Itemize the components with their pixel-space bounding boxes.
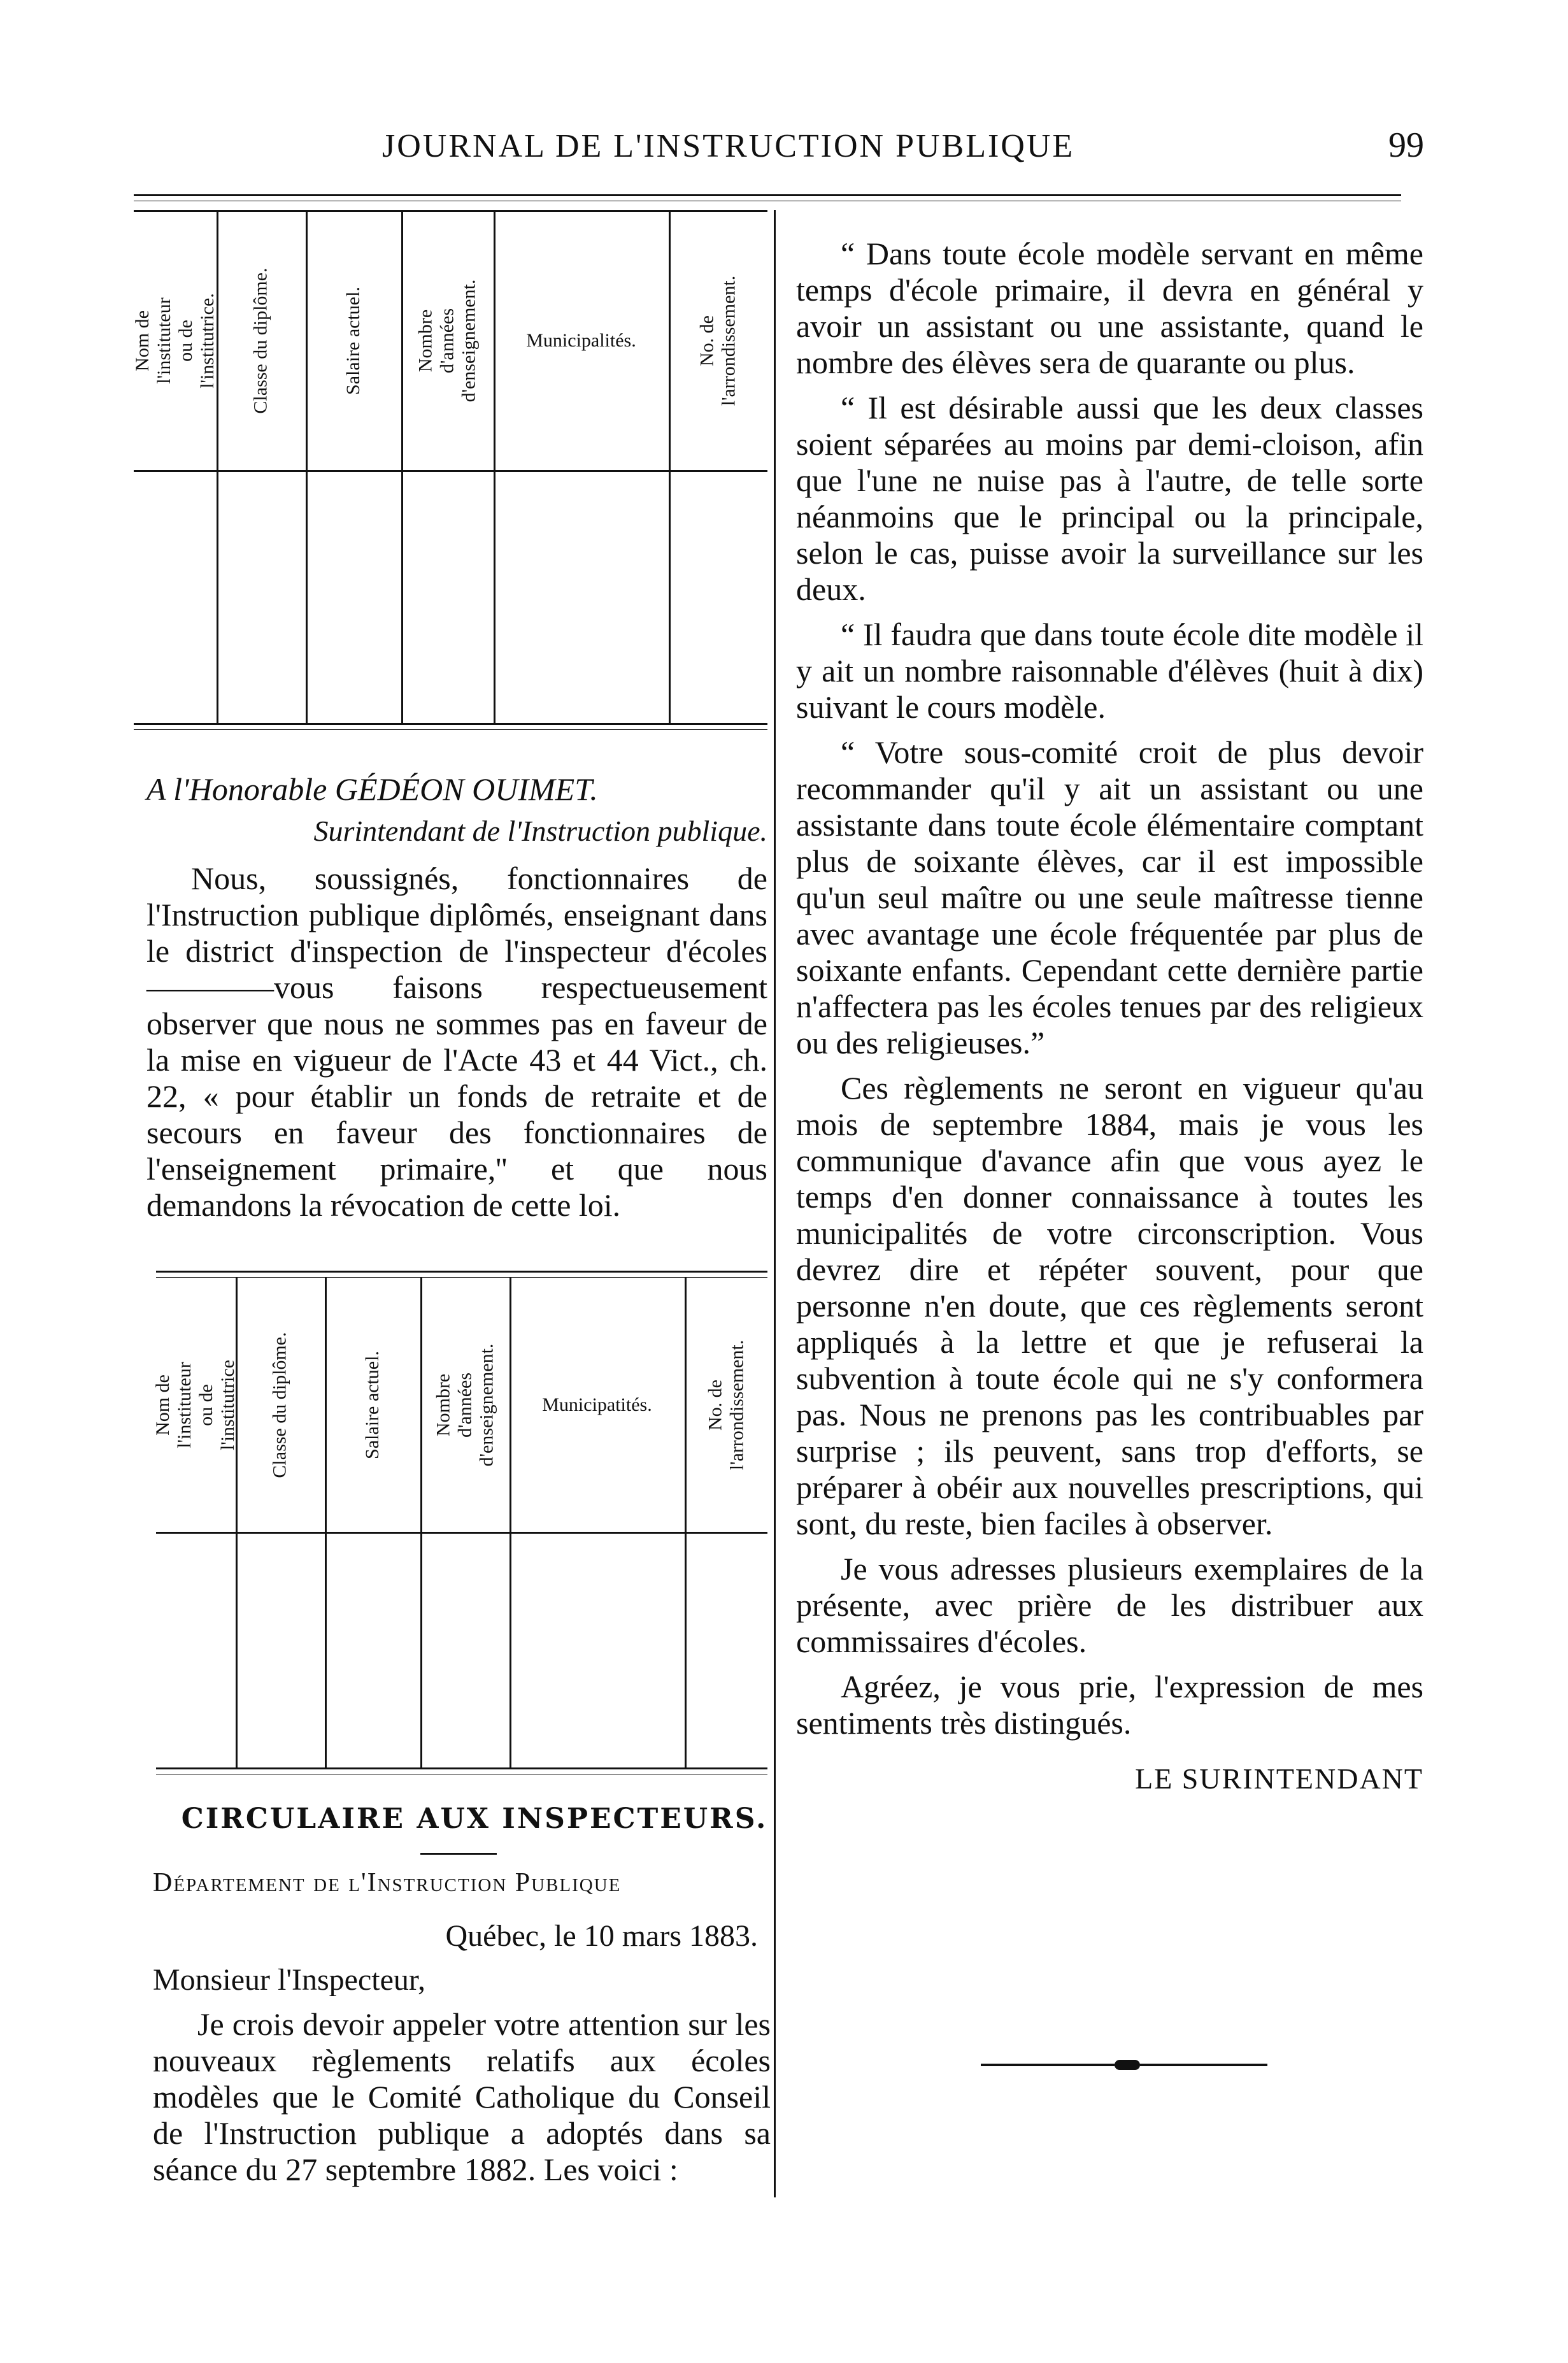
header-rule xyxy=(134,194,1401,196)
running-title: JOURNAL DE L'INSTRUCTION PUBLIQUE xyxy=(382,128,1075,164)
petition-addressee-title: Surintendant de l'Instruction publique. xyxy=(313,815,767,847)
signature: LE SURINTENDANT xyxy=(1135,1762,1423,1795)
letter-closing: Agréez, je vous prie, l'expression de mes sentiments très distingués. xyxy=(796,1669,1423,1741)
petition-body: Nous, soussignés, fonctionnaires de l'Instruction publique diplômés, enseignant dans le district d'inspection de l'inspecteur d'écoles————vous faisons respectueusement observer que nous ne sommes pas en faveur de la mise en vigueur de l'Acte 43 et 44 Vict., ch. 22, « pour établir un fonds de retraite et de secours en faveur des fonctionnaires de l'enseignement primaire,'' et que nous demandons la révocation de cette loi. xyxy=(146,860,767,1223)
petition-addressee: A l'Honorable GÉDÉON OUIMET. xyxy=(146,771,598,807)
regulation-paragraph-4: “ Votre sous-comité croit de plus devoir recommander qu'il y ait un assistant ou une assistante dans toute école élémentaire comptant plus de soixante élèves, car il est impossible qu'un seul maître ou une seule maîtresse tienne avec avantage une école fréquentée par plus de soixante enfants. Cependant cette dernière partie n'affectera pas les écoles tenues par des religieux ou des religieuses.” xyxy=(796,734,1423,1060)
circular-title-rule xyxy=(420,1853,497,1855)
column-header-years-2: Nombre d'années d'enseignement. xyxy=(432,1343,497,1467)
page-number: 99 xyxy=(1388,125,1424,165)
department-line: Département de l'Instruction Publique xyxy=(153,1868,622,1897)
end-ornament-center xyxy=(1115,2060,1140,2070)
column-header-diploma: Classe du diplôme. xyxy=(250,268,271,414)
column-header-diploma-2: Classe du diplôme. xyxy=(269,1332,290,1478)
dateline: Québec, le 10 mars 1883. xyxy=(445,1919,758,1953)
end-ornament-right xyxy=(1140,2064,1267,2066)
letter-paragraph-1: Ces règlements ne seront en vigueur qu'au mois de septembre 1884, mais je vous les communique d'avance afin que vous ayez le temps d'en donner connaissance à toutes les municipalités de votre circonscription. Vous devrez dire et répéter souvent, pour que personne n'en doute, que ces règlements seront appliqués à la lettre et que je refuserai la subvention à toute école qui ne s'y conformera pas. Nous ne prenons pas les contribuables par surprise ; ils peuvent, sans trop d'efforts, se préparer à obéir aux nouvelles prescriptions, qui sont, du reste, bien faciles à observer. xyxy=(796,1070,1423,1541)
column-header-municipality-2: Municipatités. xyxy=(542,1394,652,1415)
column-header-salary-2: Salaire actuel. xyxy=(362,1351,383,1459)
column-header-municipality: Municipalités. xyxy=(526,330,636,351)
column-header-name-2: Nom de l'instituteur ou de l'institutrice xyxy=(152,1359,239,1451)
regulation-paragraph-2: “ Il est désirable aussi que les deux classes soient séparées au moins par demi-cloison, afin que l'une ne nuise pas à l'autre, de telle sorte néanmoins que le principal ou la principale, selon le cas, puisse avoir la surveillance sur les deux. xyxy=(796,390,1423,607)
end-ornament-left xyxy=(981,2064,1115,2066)
circular-intro: Je crois devoir appeler votre attention sur les nouveaux règlements relatifs aux écoles modèles que le Comité Catholique du Conseil de l'Instruction publique a adoptés dans sa séance du 27 septembre 1882. Les voici : xyxy=(153,2006,771,2187)
regulation-paragraph-1: “ Dans toute école modèle servant en même temps d'école primaire, il devra en général y avoir un assistant ou une assistante, quand le nombre des élèves sera de quarante ou plus. xyxy=(796,236,1423,380)
column-header-years: Nombre d'années d'enseignement. xyxy=(415,279,480,403)
column-divider xyxy=(774,210,776,2197)
regulation-paragraph-3: “ Il faudra que dans toute école dite modèle il y ait un nombre raisonnable d'élèves (huit à dix) suivant le cours modèle. xyxy=(796,617,1423,725)
column-header-district-2: No. de l'arrondissement. xyxy=(704,1339,747,1471)
salutation: Monsieur l'Inspecteur, xyxy=(153,1963,425,1997)
column-header-salary: Salaire actuel. xyxy=(343,287,364,395)
letter-paragraph-2: Je vous adresses plusieurs exemplaires de la présente, avec prière de les distribuer aux commissaires d'écoles. xyxy=(796,1551,1423,1659)
column-header-name: Nom de l'instituteur ou de l'institutrice. xyxy=(132,293,218,389)
column-header-district: No. de l'arrondissement. xyxy=(696,275,739,406)
circular-title: CIRCULAIRE AUX INSPECTEURS. xyxy=(181,1803,768,1835)
